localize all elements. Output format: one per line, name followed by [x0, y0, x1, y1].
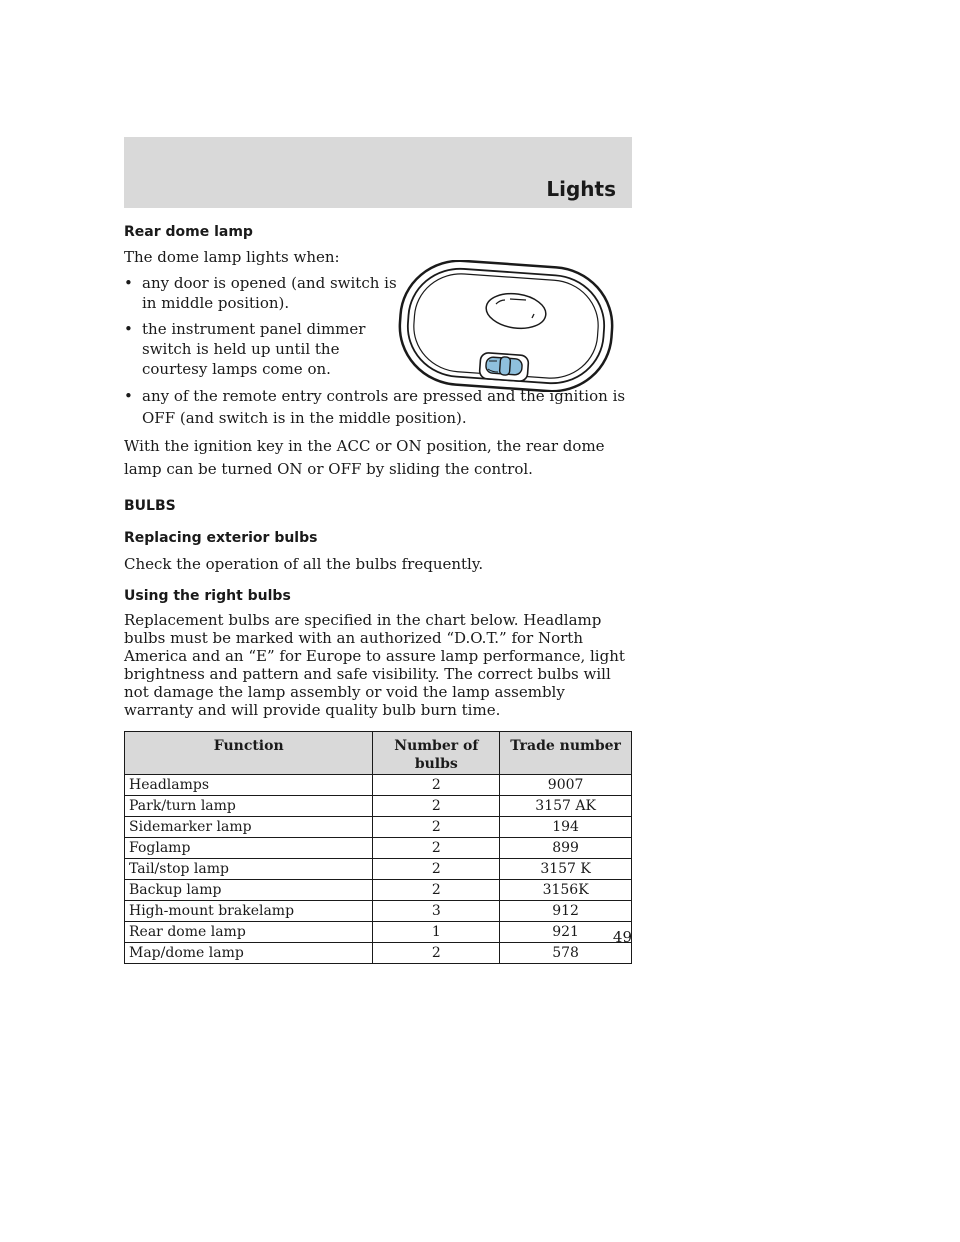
cell-count: 2	[373, 796, 500, 817]
list-item: • any door is opened (and switch is in middle position).	[124, 274, 397, 312]
cell-function: Backup lamp	[125, 880, 373, 901]
table-row	[125, 943, 632, 964]
bulbs-heading: BULBS	[124, 498, 176, 514]
table-header-row	[125, 732, 632, 775]
dome-lamp-intro: The dome lamp lights when:	[124, 248, 340, 266]
right-bulbs-heading: Using the right bulbs	[124, 588, 291, 604]
cell-trade-number: 3156K	[500, 880, 632, 901]
table-row	[125, 880, 632, 901]
table-row	[125, 922, 632, 943]
exterior-bulbs-heading: Replacing exterior bulbs	[124, 530, 318, 546]
page-number: 49	[612, 928, 632, 946]
cell-trade-number: 194	[500, 817, 632, 838]
dome-lamp-section	[124, 222, 632, 481]
column-header-trade-number: Trade number	[500, 732, 632, 775]
cell-function: High-mount brakelamp	[125, 901, 373, 922]
bullet-icon: •	[124, 387, 133, 405]
header-band	[124, 137, 632, 208]
page-content	[124, 222, 632, 964]
section-title: Lights	[546, 177, 616, 201]
table-row	[125, 817, 632, 838]
cell-function: Tail/stop lamp	[125, 859, 373, 880]
cell-count: 2	[373, 817, 500, 838]
cell-count: 2	[373, 775, 500, 796]
cell-function: Park/turn lamp	[125, 796, 373, 817]
exterior-bulbs-text: Check the operation of all the bulbs frequently.	[124, 555, 484, 573]
cell-function: Sidemarker lamp	[125, 817, 373, 838]
cell-count: 2	[373, 859, 500, 880]
list-item: • the instrument panel dimmer switch is held up until the courtesy lamps come on.	[124, 320, 366, 378]
cell-trade-number: 3157 K	[500, 859, 632, 880]
cell-function: Headlamps	[125, 775, 373, 796]
table-row	[125, 901, 632, 922]
table-row	[125, 775, 632, 796]
cell-function: Rear dome lamp	[125, 922, 373, 943]
bullet-icon: •	[124, 320, 133, 338]
cell-count: 2	[373, 943, 500, 964]
cell-trade-number: 3157 AK	[500, 796, 632, 817]
cell-function: Map/dome lamp	[125, 943, 373, 964]
column-header-function: Function	[125, 732, 373, 775]
cell-function: Foglamp	[125, 838, 373, 859]
cell-count: 1	[373, 922, 500, 943]
cell-trade-number: 921	[500, 922, 632, 943]
right-bulbs-text: Replacement bulbs are specified in the chart below. Headlamp bulbs must be marked with an authorized “D.O.T.” for North America and an “E” for Europe to assure lamp performance, light brightness and pattern and safe visibility. The correct bulbs will not damage the lamp assembly or void the lamp assembly warranty and will provide quality bulb burn time.	[124, 611, 625, 719]
cell-trade-number: 912	[500, 901, 632, 922]
dome-lamp-illustration-icon	[396, 260, 616, 392]
cell-trade-number: 899	[500, 838, 632, 859]
table-row	[125, 838, 632, 859]
table-row	[125, 796, 632, 817]
cell-trade-number: 9007	[500, 775, 632, 796]
table-row	[125, 859, 632, 880]
dome-lamp-heading: Rear dome lamp	[124, 224, 253, 240]
cell-trade-number: 578	[500, 943, 632, 964]
cell-count: 2	[373, 838, 500, 859]
bullet-icon: •	[124, 274, 133, 292]
bulb-table	[124, 731, 632, 964]
dome-lamp-note: With the ignition key in the ACC or ON position, the rear dome lamp can be turned ON or OFF by sliding the control.	[124, 437, 605, 478]
column-header-number-of-bulbs: Number of bulbs	[373, 732, 500, 775]
cell-count: 2	[373, 880, 500, 901]
list-item: • any of the remote entry controls are pressed and the ignition is OFF (and switch is in the middle position).	[124, 387, 626, 427]
cell-count: 3	[373, 901, 500, 922]
